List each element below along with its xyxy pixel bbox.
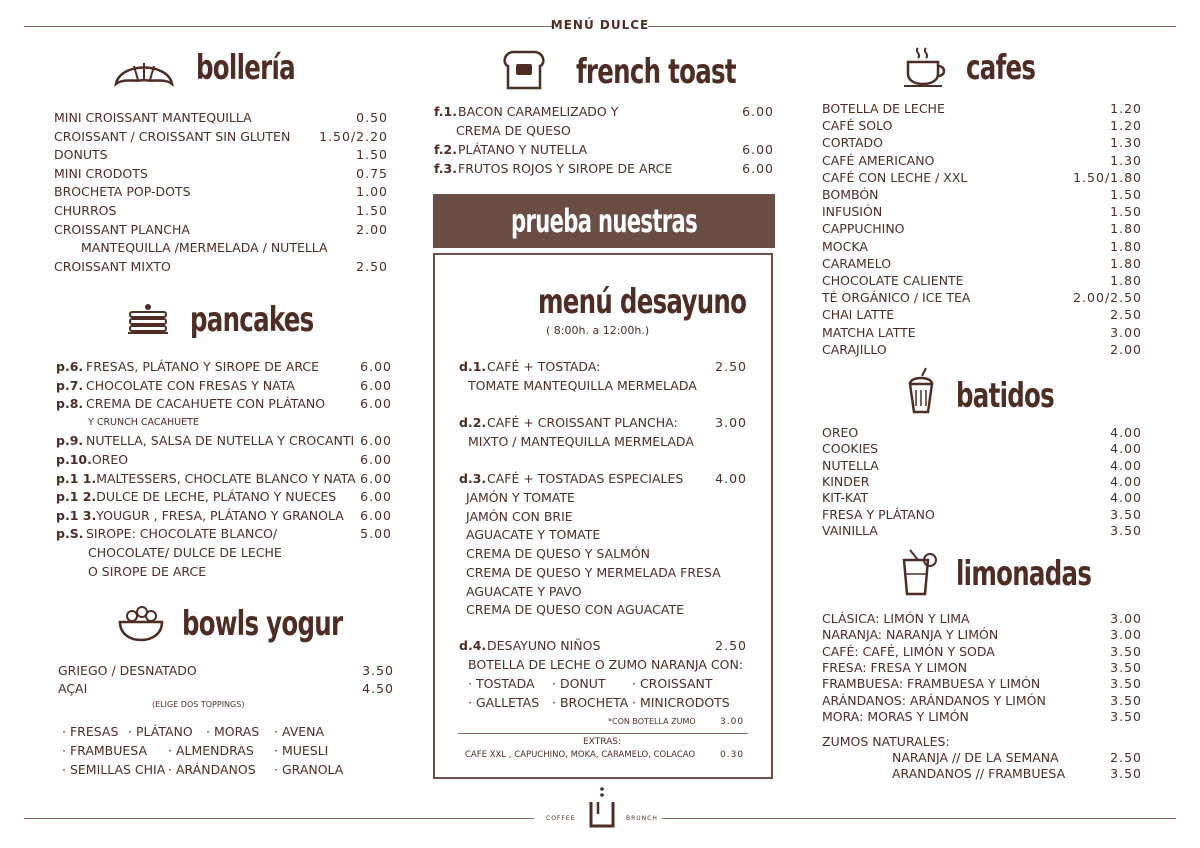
item-price: 1.80 bbox=[1110, 238, 1142, 254]
item-label: CAFÉ + TOSTADAS ESPECIALES bbox=[487, 471, 684, 486]
item-label: VAINILLA bbox=[822, 522, 878, 538]
item-price: 6.00 bbox=[360, 396, 392, 412]
item-price: 1.30 bbox=[1110, 152, 1142, 168]
desayuno-detail: CREMA DE QUESO CON AGUACATE bbox=[466, 602, 684, 618]
item-price: 4.50 bbox=[362, 681, 394, 696]
bullet-icon: · bbox=[168, 762, 176, 777]
item-label: MOCKA bbox=[822, 238, 868, 254]
item-price: 3.00 bbox=[1110, 324, 1142, 340]
item-price: 1.50 bbox=[356, 203, 388, 218]
item-label: GRIEGO / DESNATADO bbox=[58, 663, 197, 678]
item-price: 6.00 bbox=[360, 489, 392, 505]
extras-rule bbox=[458, 733, 748, 734]
item-price: 3.50 bbox=[362, 663, 394, 678]
item-price: 2.50 bbox=[715, 638, 747, 653]
topping-item bbox=[274, 743, 328, 758]
item-label: CROISSANT MIXTO bbox=[54, 258, 171, 274]
item-price: 1.20 bbox=[1110, 118, 1142, 134]
item-label: CROISSANT / CROISSANT SIN GLUTEN bbox=[54, 128, 291, 144]
bowls-heading: bowls yogur bbox=[182, 604, 343, 644]
item-price: 2.50 bbox=[1110, 307, 1142, 323]
item-price: 3.50 bbox=[1110, 506, 1142, 522]
item-label: CHOCOLATE/ DULCE DE LECHE bbox=[88, 545, 282, 560]
topping-label: MUESLI bbox=[281, 743, 329, 758]
item-price: 4.00 bbox=[1110, 457, 1142, 473]
batidos-heading: batidos bbox=[956, 376, 1055, 416]
desayuno-detail: MIXTO / MANTEQUILLA MERMELADA bbox=[468, 434, 694, 449]
topping-label: MORAS bbox=[213, 724, 260, 739]
topping-label: SEMILLAS CHIA bbox=[69, 762, 166, 777]
item-code: p.10. bbox=[56, 452, 92, 467]
topping-item bbox=[274, 724, 324, 739]
item-price: 6.00 bbox=[360, 433, 392, 449]
tartas-banner bbox=[433, 194, 775, 294]
item-price: 1.00 bbox=[356, 184, 388, 200]
desayuno-detail: · TOSTADA bbox=[468, 676, 535, 691]
bullet-icon: · bbox=[274, 743, 282, 758]
item-label: MORA: MORAS Y LIMÓN bbox=[822, 708, 969, 724]
item-label: DESAYUNO NIÑOS bbox=[487, 638, 601, 653]
bullet-icon: · bbox=[128, 724, 136, 739]
item-price: 4.00 bbox=[1110, 441, 1142, 457]
item-code: d.4. bbox=[459, 638, 487, 653]
item-label: BOTELLA DE LECHE bbox=[822, 101, 945, 116]
desayuno-detail: BOTELLA DE LECHE O ZUMO NARANJA CON: bbox=[468, 657, 744, 672]
item-label: SIROPE: CHOCOLATE BLANCO/ bbox=[86, 526, 278, 542]
item-label: CARAMELO bbox=[822, 255, 892, 271]
item-price: 3.50 bbox=[1110, 766, 1142, 782]
item-label: FRESAS, PLÁTANO Y SIROPE DE ARCE bbox=[86, 359, 320, 374]
desayuno-detail: · BROCHETA bbox=[552, 695, 629, 710]
topping-item bbox=[128, 724, 193, 739]
item-label: YOUGUR , FRESA, PLÁTANO Y GRANOLA bbox=[96, 507, 344, 523]
item-label: NUTELLA bbox=[822, 457, 879, 473]
bowl-icon bbox=[116, 602, 166, 644]
brand-logo-icon bbox=[588, 786, 616, 834]
toast-icon bbox=[500, 48, 548, 92]
item-price: 1.80 bbox=[1110, 221, 1142, 237]
item-price: 2.50 bbox=[1110, 750, 1142, 765]
croissant-icon bbox=[112, 52, 176, 92]
item-code: d.2. bbox=[459, 415, 487, 430]
item-label: CREMA DE QUESO bbox=[456, 123, 571, 138]
item-code: p.7. bbox=[56, 377, 84, 393]
item-code: f.1. bbox=[434, 104, 457, 119]
bullet-icon: · bbox=[62, 724, 70, 739]
extras-price: 0.30 bbox=[720, 750, 745, 760]
item-label: CAPPUCHINO bbox=[822, 221, 905, 237]
item-label: ARÁNDANOS: ARÁNDANOS Y LIMÓN bbox=[822, 692, 1046, 708]
desayuno-detail: 3.00 bbox=[720, 717, 745, 727]
item-code: p.6. bbox=[56, 359, 84, 374]
item-code: p.1 2. bbox=[56, 489, 97, 505]
menu-title: MENÚ DULCE bbox=[550, 18, 650, 32]
item-price: 0.50 bbox=[356, 110, 388, 125]
item-label: OREO bbox=[91, 452, 129, 467]
desayuno-hours: ( 8:00h. a 12:00h.) bbox=[546, 324, 650, 337]
coffee-cup-icon bbox=[902, 44, 950, 88]
item-label: CAFÉ AMERICANO bbox=[822, 152, 935, 168]
item-label: BOMBÓN bbox=[822, 187, 879, 202]
item-price: 3.50 bbox=[1110, 676, 1142, 692]
item-price: 3.50 bbox=[1110, 522, 1142, 538]
item-price: 6.00 bbox=[360, 452, 392, 467]
desayuno-detail: JAMÓN Y TOMATE bbox=[466, 490, 575, 505]
bowls-note: (ELIGE DOS TOPPINGS) bbox=[152, 700, 245, 709]
item-label: BROCHETA POP-DOTS bbox=[54, 184, 191, 200]
desayuno-detail: JAMÓN CON BRIE bbox=[466, 508, 573, 524]
item-price: 3.50 bbox=[1110, 708, 1142, 724]
topping-item bbox=[206, 724, 259, 739]
item-label: PLÁTANO Y NUTELLA bbox=[458, 142, 588, 157]
item-label: CREMA DE CACAHUETE CON PLÁTANO bbox=[86, 396, 326, 412]
item-label: CAFÉ + CROISSANT PLANCHA: bbox=[487, 415, 678, 430]
pancakes-icon bbox=[126, 300, 170, 336]
item-price: 6.00 bbox=[360, 470, 392, 486]
topping-label: ALMENDRAS bbox=[175, 743, 254, 758]
topping-item bbox=[168, 743, 254, 758]
item-code: f.2. bbox=[434, 142, 457, 157]
bolleria-heading: bollería bbox=[196, 48, 295, 88]
french-toast-heading: french toast bbox=[576, 52, 736, 92]
item-code: p.8. bbox=[56, 396, 84, 412]
zumos-title: ZUMOS NATURALES: bbox=[822, 734, 950, 749]
item-label: INFUSIÓN bbox=[822, 204, 883, 220]
item-price: 4.00 bbox=[1110, 490, 1142, 506]
desayuno-detail: *CON BOTELLA ZUMO bbox=[608, 717, 696, 726]
bottom-rule-left bbox=[24, 818, 534, 819]
desayuno-detail: · DONUT bbox=[552, 676, 606, 691]
item-price: 2.00 bbox=[1110, 341, 1142, 357]
footer-coffee: COFFEE bbox=[546, 815, 576, 822]
item-price: 3.50 bbox=[1110, 659, 1142, 675]
item-label: AÇAI bbox=[58, 681, 88, 696]
item-label: NARANJA: NARANJA Y LIMÓN bbox=[822, 627, 999, 643]
item-label: CLÁSICA: LIMÓN Y LIMA bbox=[822, 611, 970, 626]
item-label: CHOCOLATE CALIENTE bbox=[822, 273, 964, 288]
topping-item bbox=[62, 724, 118, 739]
item-label: OREO bbox=[822, 425, 859, 440]
item-label: CHURROS bbox=[54, 203, 117, 218]
extras-title: EXTRAS: bbox=[583, 737, 621, 747]
item-price: 0.75 bbox=[356, 165, 388, 181]
item-label: CHAI LATTE bbox=[822, 307, 895, 323]
item-price: 4.00 bbox=[1110, 473, 1142, 489]
topping-label: ARÁNDANOS bbox=[175, 762, 256, 777]
item-price: 2.50 bbox=[715, 359, 747, 374]
item-price: 3.00 bbox=[715, 415, 747, 430]
item-price: 1.80 bbox=[1110, 255, 1142, 271]
bullet-icon: · bbox=[62, 743, 70, 758]
desayuno-detail: TOMATE MANTEQUILLA MERMELADA bbox=[468, 378, 697, 393]
desayuno-detail: AGUACATE Y TOMATE bbox=[466, 527, 601, 543]
limonadas-heading: limonadas bbox=[956, 554, 1092, 594]
bullet-icon: · bbox=[206, 724, 214, 739]
item-code: p.1 3. bbox=[56, 507, 97, 523]
item-price: 2.50 bbox=[356, 258, 388, 274]
item-label: CAFÉ + TOSTADA: bbox=[487, 359, 601, 374]
bottom-rule-right bbox=[662, 818, 1176, 819]
item-label: FRESA Y PLÁTANO bbox=[822, 506, 935, 522]
item-price: 5.00 bbox=[360, 526, 392, 542]
bullet-icon: · bbox=[274, 762, 282, 777]
item-code: d.1. bbox=[459, 359, 487, 374]
desayuno-detail: · GALLETAS bbox=[468, 695, 540, 710]
item-label: DONUTS bbox=[54, 147, 108, 163]
item-price: 3.50 bbox=[1110, 692, 1142, 708]
desayuno-detail: CREMA DE QUESO Y SALMÓN bbox=[466, 546, 651, 562]
topping-item bbox=[62, 743, 147, 758]
item-code: p.S. bbox=[56, 526, 84, 542]
item-code: f.3. bbox=[434, 161, 457, 176]
item-label: MALTESSERS, CHOCLATE BLANCO Y NATA bbox=[96, 470, 356, 486]
item-label: CARAJILLO bbox=[822, 341, 887, 357]
desayuno-detail: AGUACATE Y PAVO bbox=[466, 583, 582, 599]
pancakes-heading: pancakes bbox=[190, 300, 314, 340]
item-label: MANTEQUILLA /MERMELADA / NUTELLA bbox=[81, 240, 328, 256]
item-price: 2.00 bbox=[356, 221, 388, 237]
item-label: CAFÉ CON LECHE / XXL bbox=[822, 169, 968, 185]
item-label: NARANJA // DE LA SEMANA bbox=[892, 750, 1059, 765]
item-code: p.9. bbox=[56, 433, 84, 449]
topping-item bbox=[274, 762, 343, 777]
item-price: 1.50 bbox=[1110, 204, 1142, 220]
topping-item bbox=[62, 762, 165, 777]
desayuno-detail: CREMA DE QUESO Y MERMELADA FRESA bbox=[466, 564, 721, 580]
item-price: 1.50/1.80 bbox=[1073, 169, 1142, 185]
item-label: ARANDANOS // FRAMBUESA bbox=[892, 766, 1066, 782]
item-label: BACON CARAMELIZADO Y bbox=[458, 104, 619, 119]
item-price: 3.00 bbox=[1110, 611, 1142, 626]
item-code: p.1 1. bbox=[56, 470, 97, 486]
item-label: MATCHA LATTE bbox=[822, 324, 916, 340]
footer-brunch: BRUNCH bbox=[626, 815, 658, 822]
milkshake-icon bbox=[906, 366, 936, 416]
item-price: 6.00 bbox=[742, 161, 774, 176]
item-label: CORTADO bbox=[822, 135, 884, 151]
bullet-icon: · bbox=[274, 724, 282, 739]
topping-label: GRANOLA bbox=[281, 762, 344, 777]
lemonade-icon bbox=[898, 548, 940, 598]
item-price: 3.50 bbox=[1110, 643, 1142, 659]
item-label: FRUTOS ROJOS Y SIROPE DE ARCE bbox=[458, 161, 673, 176]
item-label: MINI CROISSANT MANTEQUILLA bbox=[54, 110, 252, 125]
item-price: 6.00 bbox=[360, 377, 392, 393]
bullet-icon: · bbox=[168, 743, 176, 758]
item-label: KINDER bbox=[822, 473, 870, 489]
topping-label: AVENA bbox=[281, 724, 325, 739]
item-label: TÉ ORGÁNICO / ICE TEA bbox=[822, 290, 971, 306]
item-price: 6.00 bbox=[360, 507, 392, 523]
desayuno-detail: · MINICRODOTS bbox=[632, 695, 730, 710]
bullet-icon: · bbox=[62, 762, 70, 777]
topping-item bbox=[168, 762, 256, 777]
item-label: CAFÉ SOLO bbox=[822, 118, 893, 134]
topping-label: FRAMBUESA bbox=[69, 743, 147, 758]
item-price: 4.00 bbox=[1110, 425, 1142, 440]
cafes-heading: cafes bbox=[966, 48, 1036, 88]
item-price: 1.20 bbox=[1110, 101, 1142, 116]
item-price: 4.00 bbox=[715, 471, 747, 486]
item-label: DULCE DE LECHE, PLÁTANO Y NUECES bbox=[96, 489, 337, 505]
item-price: 1.80 bbox=[1110, 273, 1142, 288]
item-label: Y CRUNCH CACAHUETE bbox=[88, 416, 199, 428]
item-price: 2.00/2.50 bbox=[1073, 290, 1142, 306]
item-label: COOKIES bbox=[822, 441, 879, 457]
item-code: d.3. bbox=[459, 471, 487, 486]
banner-text: prueba nuestras tartas caseras bbox=[510, 202, 698, 294]
desayuno-detail: · CROISSANT bbox=[632, 676, 713, 691]
item-price: 1.50 bbox=[356, 147, 388, 163]
item-label: FRESA: FRESA Y LIMON bbox=[822, 659, 968, 675]
item-price: 1.50 bbox=[1110, 187, 1142, 202]
item-price: 1.50/2.20 bbox=[319, 128, 388, 144]
item-price: 3.00 bbox=[1110, 627, 1142, 643]
item-label: KIT-KAT bbox=[822, 490, 869, 506]
topping-label: PLÁTANO bbox=[135, 724, 193, 739]
extras-text: CAFE XXL , CAPUCHINO, MOKA, CARAMELO, COLACAO bbox=[465, 750, 696, 760]
item-label: CROISSANT PLANCHA bbox=[54, 221, 190, 237]
item-price: 6.00 bbox=[742, 104, 774, 119]
item-label: MINI CRODOTS bbox=[54, 165, 148, 181]
item-label: FRAMBUESA: FRAMBUESA Y LIMÓN bbox=[822, 676, 1041, 692]
item-label: NUTELLA, SALSA DE NUTELLA Y CROCANTI bbox=[86, 433, 355, 449]
item-label: O SIROPE DE ARCE bbox=[88, 563, 207, 579]
item-price: 6.00 bbox=[742, 142, 774, 157]
item-price: 6.00 bbox=[360, 359, 392, 374]
desayuno-heading: menú desayuno bbox=[538, 282, 747, 322]
item-label: CHOCOLATE CON FRESAS Y NATA bbox=[86, 377, 295, 393]
item-label: CAFÉ: CAFÉ, LIMÓN Y SODA bbox=[822, 643, 995, 659]
item-price: 1.30 bbox=[1110, 135, 1142, 151]
topping-label: FRESAS bbox=[69, 724, 119, 739]
